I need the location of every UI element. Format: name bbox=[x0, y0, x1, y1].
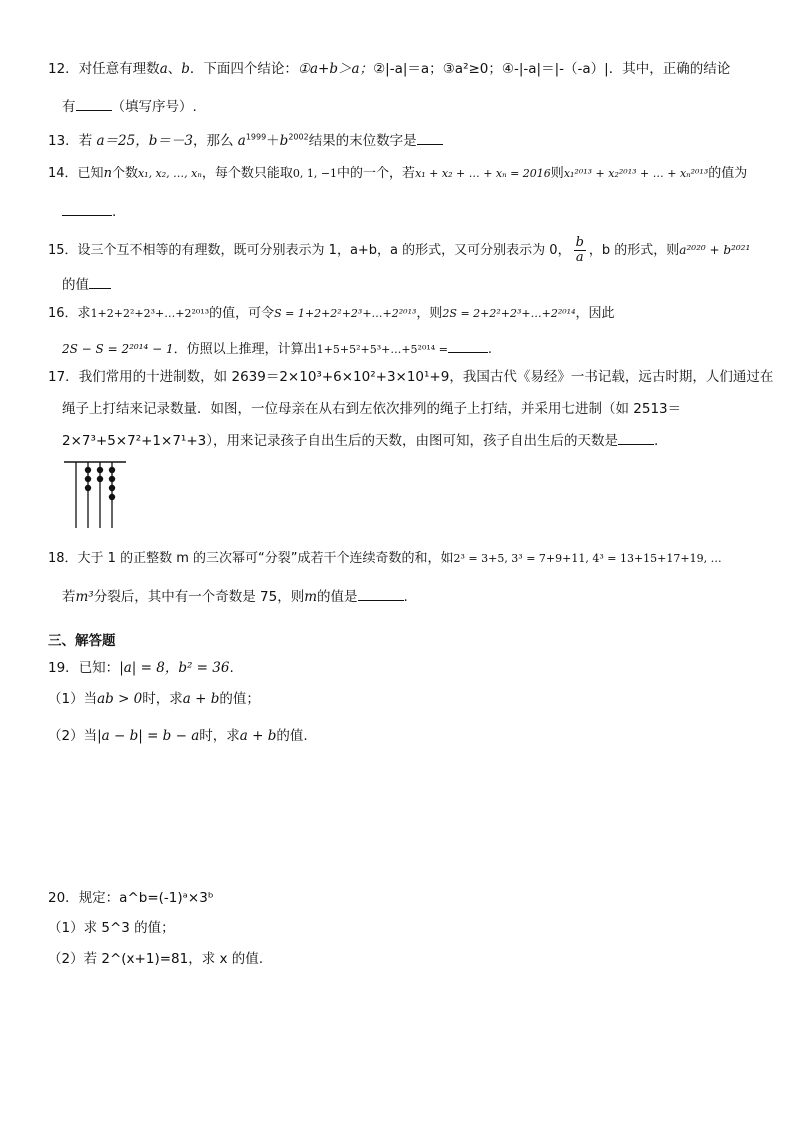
question-number: 12． bbox=[48, 61, 79, 77]
question-20-part-2: （2）若 2^(x+1)=81，求 x 的值. bbox=[48, 951, 264, 967]
knot bbox=[109, 485, 115, 491]
section-heading: 三、解答题 bbox=[48, 633, 116, 649]
question-19-part-1: （1）当ab > 0时，求a + b的值； bbox=[48, 691, 260, 707]
question-16-line-2: 2S − S = 2²⁰¹⁴ − 1．仿照以上推理，计算出1+5+5²+5³+…+5²⁰¹⁴ = . bbox=[62, 338, 492, 359]
question-15: 15．设三个互不相等的有理数，既可分别表示为 1，a+b，a 的形式，又可分别表示为 0， $\frac{b}{a}$ ，b 的形式，则a²⁰²⁰ + b²⁰²¹ bbox=[48, 235, 751, 265]
answer-blank bbox=[417, 130, 443, 145]
question-12: 12．对任意有理数a、b．下面四个结论：①a+b＞a；②|-a|＝a；③a²≥0；④-|-a|＝|-（-a）|．其中，正确的结论 bbox=[48, 61, 731, 77]
answer-blank bbox=[448, 338, 488, 353]
knot bbox=[97, 467, 103, 473]
question-15-line-2: 的值 bbox=[62, 274, 111, 294]
knot bbox=[109, 476, 115, 482]
knot bbox=[85, 476, 91, 482]
question-14-line-2: . bbox=[62, 201, 116, 221]
fraction-b-over-a: $\frac{b}{a}$ bbox=[575, 235, 584, 265]
answer-blank bbox=[358, 586, 404, 601]
answer-blank bbox=[89, 274, 111, 289]
question-19-part-2: （2）当|a − b| = b − a时，求a + b的值. bbox=[48, 728, 308, 744]
question-12-line-2: 有 （填写序号）. bbox=[62, 96, 197, 116]
question-13: 13．若 a＝25，b＝－3，那么 $a^{1999}+b^{2002}$结果的末位数字是 bbox=[48, 130, 443, 150]
knot bbox=[109, 467, 115, 473]
question-18-line-2: 若m³分裂后，其中有一个奇数是 75，则m的值是 . bbox=[62, 586, 408, 606]
question-16: 16．求1+2+2²+2³+…+2²⁰¹³的值，可令S = 1+2+2²+2³+…+2²⁰¹³，则2S = 2+2²+2³+…+2²⁰¹⁴，因此 bbox=[48, 306, 615, 321]
answer-blank bbox=[62, 201, 112, 216]
question-17-line-3: 2×7³+5×7²+1×7¹+3），用来记录孩子自出生后的天数，由图可知，孩子自出生后的天数是 . bbox=[62, 430, 658, 450]
question-17: 17．我们常用的十进制数，如 2639＝2×10³+6×10²+3×10¹+9，我国古代《易经》一书记载，远古时期，人们通过在 bbox=[48, 369, 774, 385]
knot bbox=[97, 476, 103, 482]
knot bbox=[85, 467, 91, 473]
answer-blank bbox=[618, 430, 654, 445]
question-17-line-2: 绳子上打结来记录数量．如图，一位母亲在从右到左依次排列的绳子上打结，并采用七进制（如 2513＝ bbox=[62, 401, 682, 417]
question-14: 14．已知n个数x₁, x₂, …, xₙ，每个数只能取0, 1, −1中的一个，若x₁ + x₂ + … + xₙ = 2016则x₁²⁰¹³ + x₂²⁰¹³ + … + xₙ²⁰¹³的值为 bbox=[48, 166, 748, 181]
answer-blank bbox=[76, 96, 112, 111]
question-18: 18．大于 1 的正整数 m 的三次幂可“分裂”成若干个连续奇数的和，如2³ = 3+5, 3³ = 7+9+11, 4³ = 13+15+17+19, … bbox=[48, 551, 722, 566]
question-20: 20．规定：a^b=(-1)ᵃ×3ᵇ bbox=[48, 890, 214, 906]
question-19: 19．已知：|a| = 8，b² = 36. bbox=[48, 660, 234, 676]
question-20-part-1: （1）求 5^3 的值； bbox=[48, 920, 175, 936]
knot bbox=[85, 485, 91, 491]
knot bbox=[109, 494, 115, 500]
knotted-rope-figure bbox=[62, 458, 128, 530]
